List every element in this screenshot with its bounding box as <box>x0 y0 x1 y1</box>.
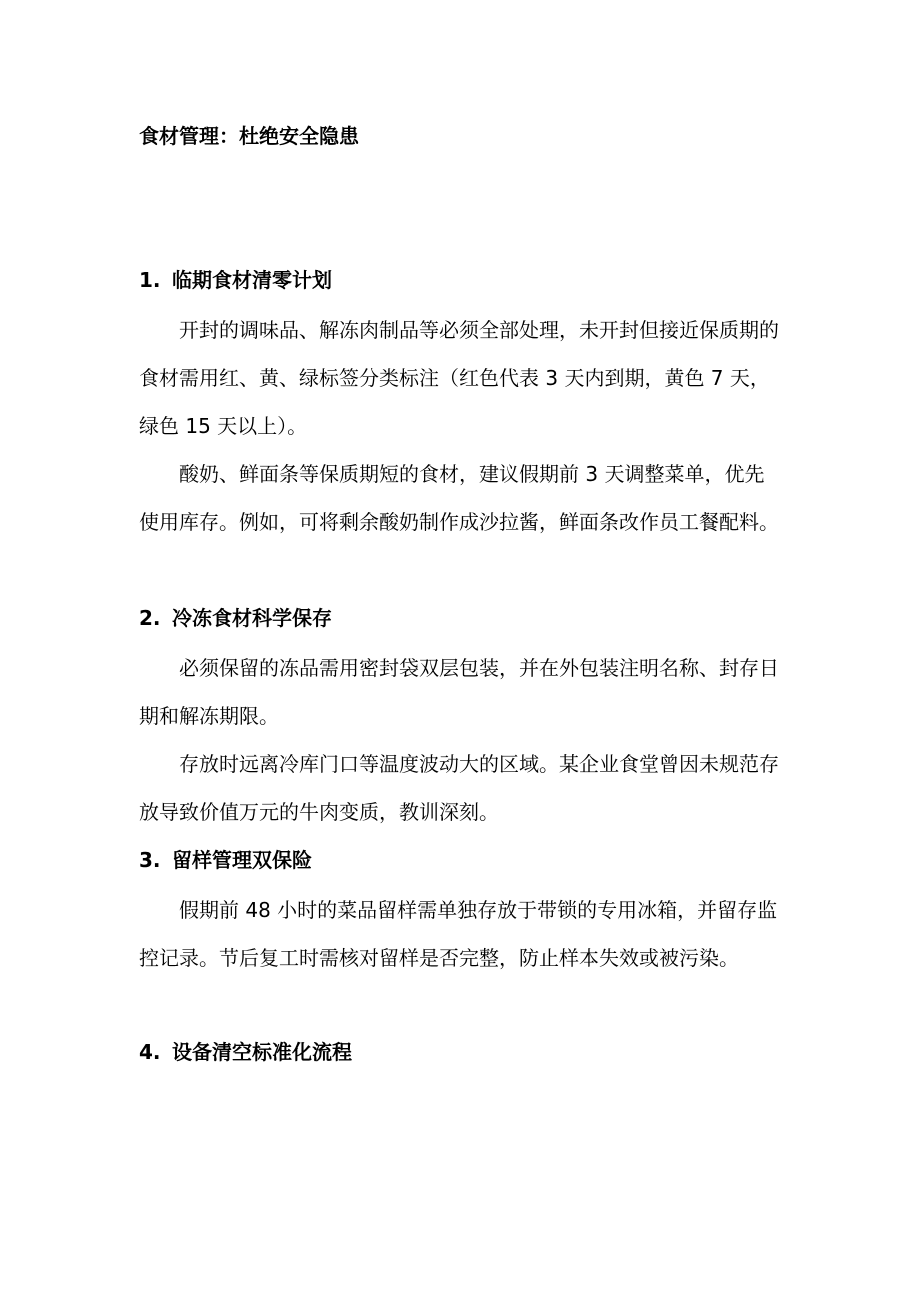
section-title: 设备清空标准化流程 <box>172 1040 352 1064</box>
paragraph-1-2: 酸奶、鲜面条等保质期短的食材，建议假期前 3 天调整菜单，优先使用库存。例如，可将剩余酸奶制作成沙拉酱，鲜面条改作员工餐配料。 <box>139 462 779 534</box>
section-title: 冷冻食材科学保存 <box>172 606 332 630</box>
section-number: 2. <box>139 606 161 630</box>
paragraph-2-2: 存放时远离冷库门口等温度波动大的区域。某企业食堂曾因未规范存放导致价值万元的牛肉变质，教训深刻。 <box>139 752 779 824</box>
section-heading-3 <box>139 846 312 874</box>
document-title: 食材管理：杜绝安全隐患 <box>139 124 359 148</box>
section-number: 3. <box>139 848 161 872</box>
paragraph-3-1: 假期前 48 小时的菜品留样需单独存放于带锁的专用冰箱，并留存监控记录。节后复工时需核对留样是否完整，防止样本失效或被污染。 <box>139 898 778 970</box>
section-title: 临期食材清零计划 <box>172 268 332 292</box>
section-heading-4 <box>139 1038 352 1066</box>
section-number: 4. <box>139 1040 161 1064</box>
section-heading-2 <box>139 604 332 632</box>
paragraph-2-1: 必须保留的冻品需用密封袋双层包装，并在外包装注明名称、封存日期和解冻期限。 <box>139 656 779 728</box>
paragraph-1-1: 开封的调味品、解冻肉制品等必须全部处理，未开封但接近保质期的食材需用红、黄、绿标签分类标注（红色代表 3 天内到期，黄色 7 天，绿色 15 天以上）。 <box>139 318 779 438</box>
section-heading-1 <box>139 266 332 294</box>
section-number: 1. <box>139 268 161 292</box>
section-title: 留样管理双保险 <box>172 848 312 872</box>
